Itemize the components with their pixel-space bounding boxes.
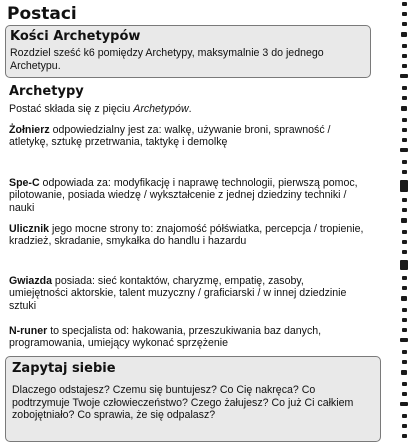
archetype-star — [9, 275, 365, 312]
ask-yourself-box — [5, 356, 381, 442]
archetype-dice-box — [5, 25, 371, 78]
archetype-name: N-runer — [9, 325, 48, 337]
archetype-name: Spe-C — [9, 177, 40, 189]
archetype-description: to specjalista od: hakowania, przeszukiwania baz danych, programowania, umiejący wykonać sprzężenie — [9, 325, 322, 350]
archetype-streetwise — [9, 223, 365, 248]
page-edge-ornament — [395, 0, 413, 445]
archetype-name: Żołnierz — [9, 124, 50, 136]
archetype-description: odpowiada za: modyfikację i naprawę technologii, pierwszą pomoc, pilotowanie, posiada wiedzę / wykształcenie z jednej dziedziny techniki / nauki — [9, 177, 358, 214]
archetypes-title: Archetypy — [9, 84, 84, 99]
archetype-dice-text: Rozdziel sześć k6 pomiędzy Archetypy, maksymalnie 3 do jednego Archetypu. — [10, 47, 324, 72]
archetype-description: jego mocne strony to: znajomość półświatka, percepcja / tropienie, kradzież, skradanie, smykałka do handlu i hazardu — [9, 223, 364, 248]
archetypes-intro-emphasis: Archetypów — [133, 103, 189, 115]
archetype-nrunner — [9, 325, 365, 350]
archetype-description: posiada: sieć kontaktów, charyzmę, empatię, zasoby, umiejętności aktorskie, talent muzyczny / graficiarski / w innej dziedzinie sztuki — [9, 275, 347, 312]
archetype-name: Gwiazda — [9, 275, 52, 287]
archetype-description: odpowiedzialny jest za: walkę, używanie broni, sprawność / atletykę, sztukę przetrwania, taktykę i demolkę — [9, 124, 331, 149]
archetype-name: Ulicznik — [9, 223, 50, 235]
page-title: Postaci — [7, 4, 77, 24]
archetype-dice-title: Kości Archetypów — [10, 29, 141, 44]
ask-yourself-text: Dlaczego odstajesz? Czemu się buntujesz? Co Cię nakręca? Co podtrzymuje Twoje człowieczeństwo? Czego żałujesz? Co już Ci całkiem zobojętniało? Co sprawia, że się odpalasz? — [12, 384, 354, 421]
archetype-spec — [9, 177, 365, 214]
archetypes-intro — [9, 103, 365, 115]
archetypes-intro-prefix: Postać składa się z pięciu — [9, 103, 134, 115]
ask-yourself-title: Zapytaj siebie — [12, 361, 116, 376]
archetypes-intro-suffix: . — [188, 103, 192, 115]
archetype-soldier — [9, 124, 365, 149]
